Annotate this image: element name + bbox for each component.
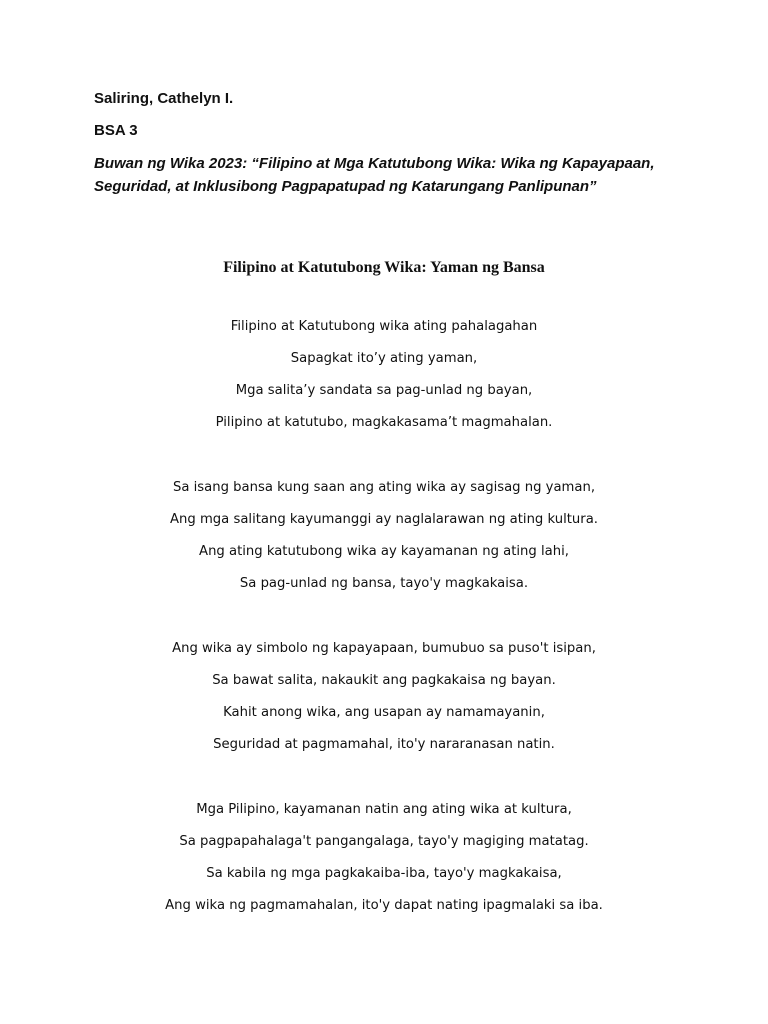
poem-line: Sa pag-unlad ng bansa, tayo'y magkakaisa. bbox=[239, 576, 529, 591]
poem-line: Sa bawat salita, nakaukit ang pagkakaisa ng bayan. bbox=[212, 673, 556, 688]
poem-line: Pilipino at katutubo, magkakasama’t magmahalan. bbox=[215, 415, 553, 430]
poem-line: Ang mga salitang kayumanggi ay naglalarawan ng ating kultura. bbox=[170, 512, 598, 527]
poem-line: Sa kabila ng mga pagkakaiba-iba, tayo'y magkakaisa, bbox=[206, 866, 562, 881]
poem-line: Mga salita’y sandata sa pag-unlad ng bayan, bbox=[235, 383, 533, 398]
poem-line: Kahit anong wika, ang usapan ay namamayanin, bbox=[223, 705, 545, 720]
course-label: BSA 3 bbox=[94, 122, 138, 139]
stanza-2 bbox=[0, 474, 768, 602]
stanza-4 bbox=[0, 796, 768, 924]
poem-line: Seguridad at pagmamahal, ito'y nararanasan natin. bbox=[213, 737, 555, 752]
stanza-3 bbox=[0, 635, 768, 763]
theme-heading: Buwan ng Wika 2023: “Filipino at Mga Katutubong Wika: Wika ng Kapayapaan, Seguridad, at Inklusibong Pagpapatupad ng Katarungang Panlipunan” bbox=[94, 155, 655, 195]
poem-body bbox=[0, 313, 768, 957]
poem-line: Sapagkat ito’y ating yaman, bbox=[290, 351, 478, 366]
author-name: Saliring, Cathelyn I. bbox=[94, 90, 234, 107]
poem-line: Sa isang bansa kung saan ang ating wika ay sagisag ng yaman, bbox=[172, 480, 596, 495]
poem-title: Filipino at Katutubong Wika: Yaman ng Bansa bbox=[223, 259, 545, 276]
poem-line: Ang wika ay simbolo ng kapayapaan, bumubuo sa puso't isipan, bbox=[172, 641, 596, 656]
poem-line: Sa pagpapahalaga't pangangalaga, tayo'y magiging matatag. bbox=[179, 834, 589, 849]
poem-line: Ang wika ng pagmamahalan, ito'y dapat nating ipagmalaki sa iba. bbox=[165, 898, 603, 913]
poem-line: Ang ating katutubong wika ay kayamanan ng ating lahi, bbox=[199, 544, 569, 559]
poem-line: Filipino at Katutubong wika ating pahalagahan bbox=[230, 319, 538, 334]
poem-line: Mga Pilipino, kayamanan natin ang ating wika at kultura, bbox=[196, 802, 572, 817]
stanza-1 bbox=[0, 313, 768, 441]
